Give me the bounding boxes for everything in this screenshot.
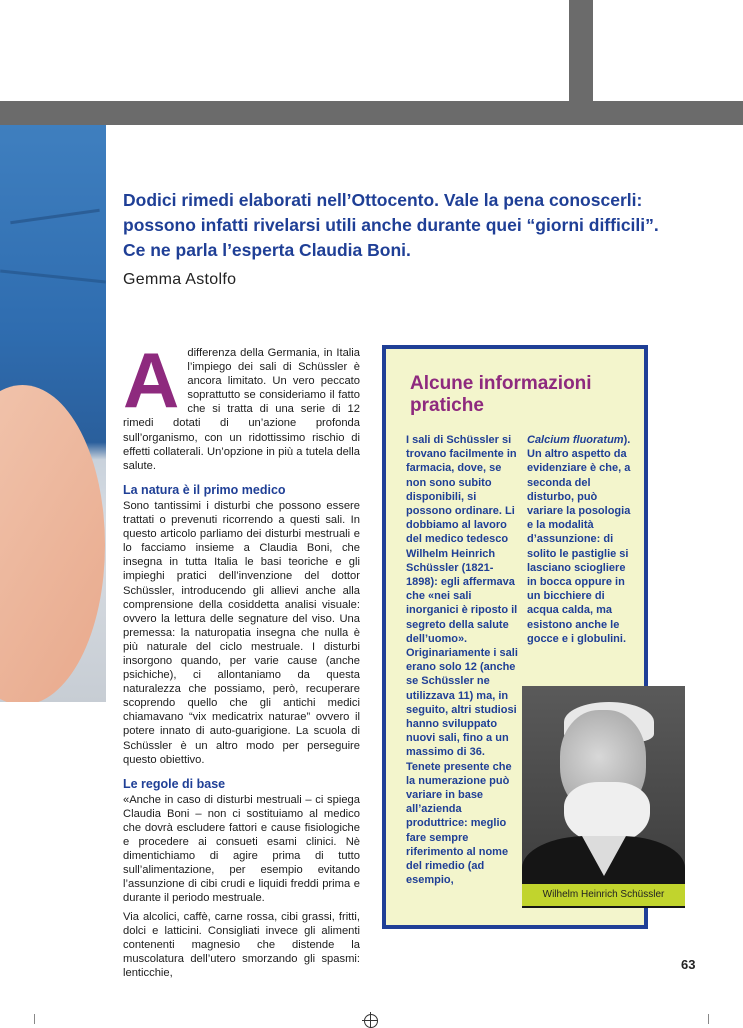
body-paragraph: «Anche in caso di disturbi mestruali – ci spiega Claudia Boni – non ci sostituiamo al medico che dovrà escludere fattori e cause fisiologiche e procedere ai consueti esami clinici. Nè dimentichiamo di agire prima di tutto sull’alimentazione, per esempio evitando l’assunzione di cibi crudi e liquidi freddi prima e durante il periodo mestruale. [123, 793, 360, 905]
portrait-caption: Wilhelm Heinrich Schüssler [522, 884, 685, 906]
info-box-title: Alcune informazioni pratiche [410, 373, 592, 416]
jeans-fold [0, 269, 106, 283]
info-box-column-right [527, 433, 635, 646]
remedy-name: Calcium fluoratum [527, 434, 624, 446]
lead-paragraph: Dodici rimedi elaborati nell’Ottocento. Vale la pena conoscerli: possono infatti rivelarsi utili anche durante quei “giorni difficili”. Ce ne parla l’esperta Claudia Boni. [123, 190, 659, 260]
intro-text: differenza della Germania, in Italia l’impiego dei sali di Schüssler è ancora limitato. Un vero peccato soprattutto se consideriamo il fatto che si tratta di una serie di 12 rimedi dotati di un’azione profonda sull’organismo, con un ridottissimo rischio di effetti collaterali. Un’opzione in più a tutela della salute. [123, 347, 360, 472]
cover-photo [0, 125, 106, 702]
header-bar-notch [569, 0, 593, 101]
crop-mark [34, 1014, 35, 1024]
header-bar [0, 101, 743, 125]
jeans-fold [10, 209, 100, 224]
article-column [123, 336, 360, 984]
body-paragraph: Sono tantissimi i disturbi che possono essere trattati o prevenuti ricorrendo a questi sali. In questo articolo parliamo dei disturbi mestruali e lo facciamo insieme a Claudia Boni, che insegna in tutta Italia le basi teoriche e gli impieghi pratici dell’invenzione del dottor Schüssler, introducendo gli allievi anche alla comprensione della cosiddetta analisi visuale: ovvero la lettura delle segnature del viso. Una premessa: la naturopatia insegna che nulla è più naturale del ciclo mestruale. I disturbi insorgono quando, per varie cause (anche psichiche), ci allontaniamo da questa naturalezza che possiamo, però, recuperare scoprendo quello che gli antichi medici chiamavano “vix medicatrix naturae” ovvero il potere innato di auto-guarigione. La scuola di Schüssler è un altro modo per perseguire questo obiettivo. [123, 499, 360, 766]
knee-shape [0, 385, 105, 702]
body-paragraph: Via alcolici, caffè, carne rossa, cibi grassi, fritti, dolci e latticini. Consigliati invece gli alimenti contenenti magnesio che distende la muscolatura dell’utero smorzando gli spasmi: lenticchie, [123, 910, 360, 979]
drop-cap: A [123, 336, 180, 424]
section-heading: Le regole di base [123, 776, 226, 791]
portrait-beard [564, 782, 650, 844]
schussler-portrait [522, 686, 685, 908]
intro-paragraph [123, 336, 360, 473]
crop-mark [708, 1014, 709, 1024]
author-name: Gemma Astolfo [123, 271, 237, 288]
info-box-column-left: I sali di Schüssler si trovano facilmente in farmacia, dove, se non sono subito disponibili, si possono ordinare. Li dobbiamo al lavoro del medico tedesco Wilhelm Heinrich Schüssler (1821-1898): egli affermava che «nei sali inorganici è riposto il segreto della salute dell’uomo». Originariamente i sali erano solo 12 (anche se Schüssler ne utilizzava 11) ma, in seguito, altri studiosi hanno sviluppato nuovi sali, fino a un massimo di 36. Tenete presente che la numerazione può variare in base all’azienda produttrice: meglio fare sempre riferimento al nome del rimedio (ad esempio, [406, 434, 518, 887]
section-heading: La natura è il primo medico [123, 482, 286, 497]
info-box-text: ). Un altro aspetto da evidenziare è che, a seconda del disturbo, può variare la posologia e la modalità d’assunzione: di solito le pastiglie si lasciano sciogliere in bocca oppure in un bicchiere di acqua calda, ma esistono anche le gocce e i globulini. [527, 434, 631, 645]
page-number: 63 [681, 957, 696, 972]
registration-mark-icon [364, 1014, 378, 1028]
